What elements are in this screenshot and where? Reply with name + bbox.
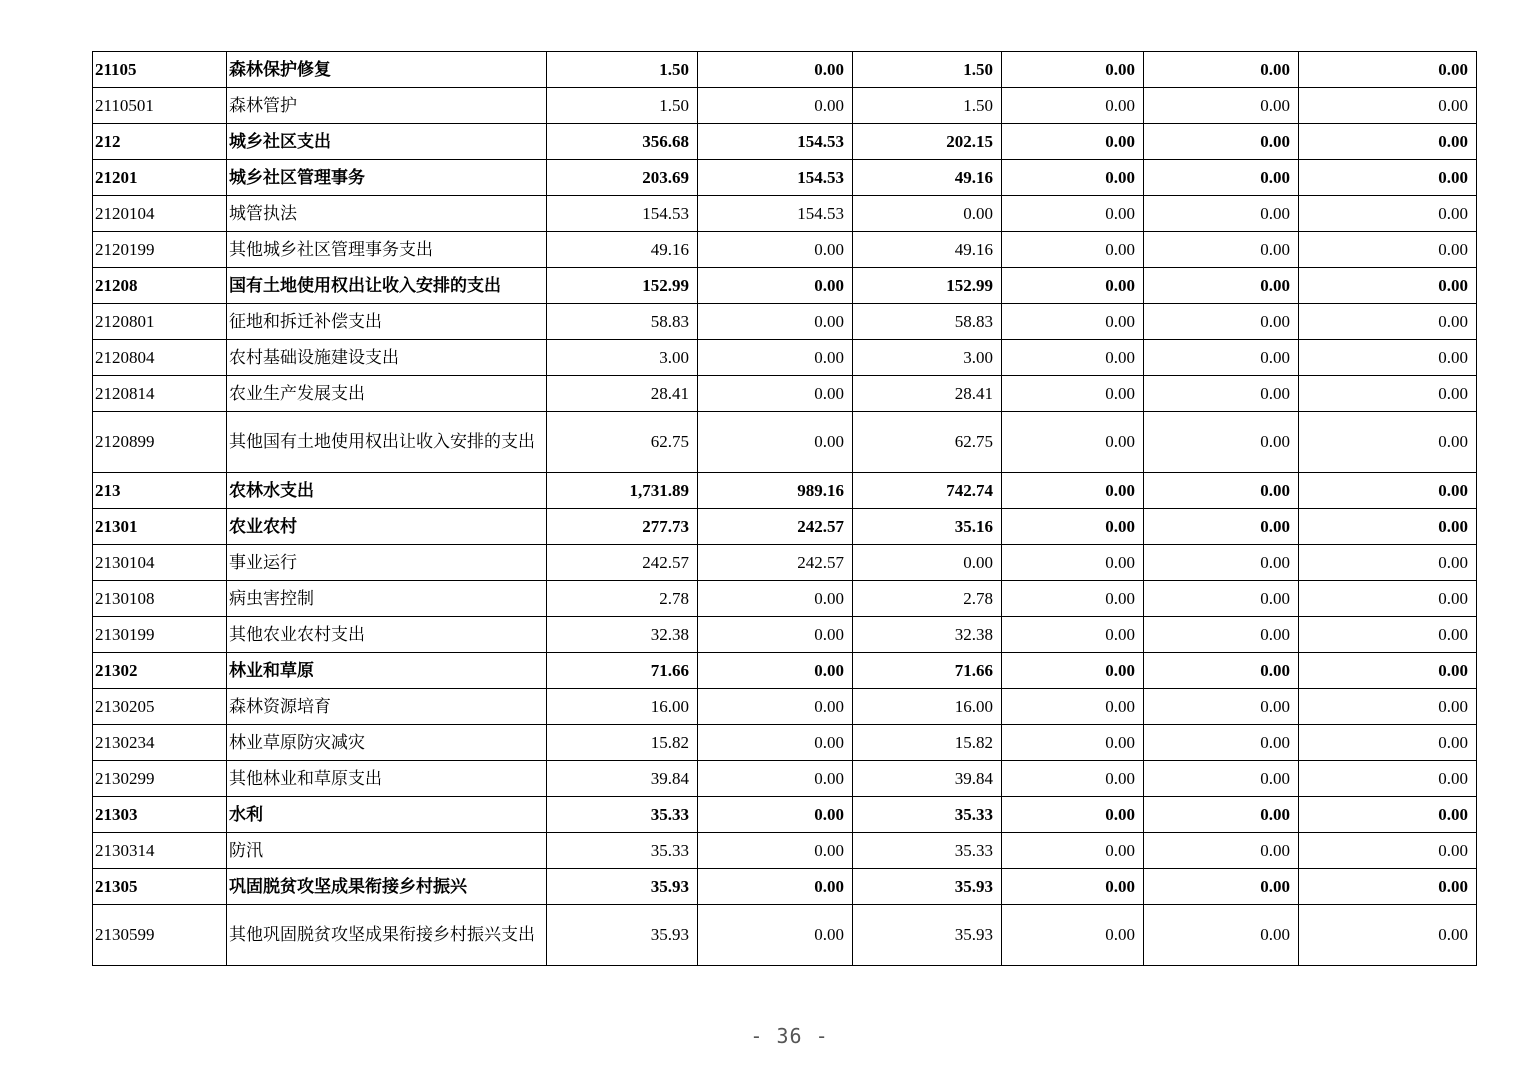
cell-name: 林业和草原 <box>227 653 547 689</box>
cell-col5: 0.00 <box>1144 412 1299 473</box>
cell-basic: 242.57 <box>698 509 853 545</box>
cell-basic: 0.00 <box>698 797 853 833</box>
cell-col4: 0.00 <box>1002 268 1144 304</box>
cell-total: 154.53 <box>547 196 698 232</box>
cell-code: 212 <box>93 124 227 160</box>
cell-basic: 0.00 <box>698 52 853 88</box>
cell-code: 2130199 <box>93 617 227 653</box>
cell-col5: 0.00 <box>1144 689 1299 725</box>
cell-code: 21201 <box>93 160 227 196</box>
cell-total: 3.00 <box>547 340 698 376</box>
cell-name: 其他巩固脱贫攻坚成果衔接乡村振兴支出 <box>227 905 547 966</box>
cell-basic: 0.00 <box>698 340 853 376</box>
cell-project: 1.50 <box>853 52 1002 88</box>
cell-col6: 0.00 <box>1299 473 1477 509</box>
table-row <box>93 52 1477 88</box>
cell-code: 213 <box>93 473 227 509</box>
cell-project: 152.99 <box>853 268 1002 304</box>
cell-col6: 0.00 <box>1299 268 1477 304</box>
cell-basic: 0.00 <box>698 869 853 905</box>
cell-code: 2120199 <box>93 232 227 268</box>
table-row <box>93 869 1477 905</box>
page-number: - 36 - <box>750 1024 829 1048</box>
cell-col6: 0.00 <box>1299 725 1477 761</box>
cell-basic: 0.00 <box>698 653 853 689</box>
cell-col5: 0.00 <box>1144 833 1299 869</box>
cell-project: 58.83 <box>853 304 1002 340</box>
cell-project: 62.75 <box>853 412 1002 473</box>
cell-col4: 0.00 <box>1002 833 1144 869</box>
cell-project: 202.15 <box>853 124 1002 160</box>
cell-col6: 0.00 <box>1299 509 1477 545</box>
cell-name: 农业农村 <box>227 509 547 545</box>
cell-basic: 0.00 <box>698 304 853 340</box>
cell-col6: 0.00 <box>1299 581 1477 617</box>
cell-col4: 0.00 <box>1002 869 1144 905</box>
cell-col6: 0.00 <box>1299 160 1477 196</box>
table-row <box>93 653 1477 689</box>
cell-code: 21105 <box>93 52 227 88</box>
cell-basic: 0.00 <box>698 376 853 412</box>
cell-basic: 154.53 <box>698 196 853 232</box>
cell-col4: 0.00 <box>1002 473 1144 509</box>
cell-col5: 0.00 <box>1144 869 1299 905</box>
cell-basic: 0.00 <box>698 725 853 761</box>
cell-total: 39.84 <box>547 761 698 797</box>
cell-total: 28.41 <box>547 376 698 412</box>
cell-name: 林业草原防灾减灾 <box>227 725 547 761</box>
cell-basic: 242.57 <box>698 545 853 581</box>
cell-name: 防汛 <box>227 833 547 869</box>
cell-basic: 0.00 <box>698 761 853 797</box>
cell-project: 28.41 <box>853 376 1002 412</box>
table-row <box>93 833 1477 869</box>
table-row <box>93 124 1477 160</box>
cell-col4: 0.00 <box>1002 304 1144 340</box>
table-row <box>93 412 1477 473</box>
cell-basic: 0.00 <box>698 833 853 869</box>
cell-basic: 989.16 <box>698 473 853 509</box>
cell-col4: 0.00 <box>1002 545 1144 581</box>
cell-name: 城乡社区支出 <box>227 124 547 160</box>
cell-col5: 0.00 <box>1144 473 1299 509</box>
cell-total: 152.99 <box>547 268 698 304</box>
cell-col4: 0.00 <box>1002 581 1144 617</box>
cell-name: 水利 <box>227 797 547 833</box>
cell-code: 21302 <box>93 653 227 689</box>
table-row <box>93 473 1477 509</box>
cell-total: 1.50 <box>547 88 698 124</box>
cell-code: 2130314 <box>93 833 227 869</box>
table-row <box>93 905 1477 966</box>
cell-col4: 0.00 <box>1002 689 1144 725</box>
cell-total: 15.82 <box>547 725 698 761</box>
cell-name: 农业生产发展支出 <box>227 376 547 412</box>
cell-name: 农村基础设施建设支出 <box>227 340 547 376</box>
cell-col4: 0.00 <box>1002 376 1144 412</box>
cell-code: 2130104 <box>93 545 227 581</box>
cell-col5: 0.00 <box>1144 232 1299 268</box>
cell-code: 21303 <box>93 797 227 833</box>
cell-col6: 0.00 <box>1299 232 1477 268</box>
cell-name: 征地和拆迁补偿支出 <box>227 304 547 340</box>
budget-table <box>92 51 1477 966</box>
cell-project: 49.16 <box>853 232 1002 268</box>
cell-code: 2130599 <box>93 905 227 966</box>
cell-col5: 0.00 <box>1144 304 1299 340</box>
cell-project: 2.78 <box>853 581 1002 617</box>
cell-code: 2130205 <box>93 689 227 725</box>
cell-name: 城管执法 <box>227 196 547 232</box>
cell-code: 2120899 <box>93 412 227 473</box>
cell-col5: 0.00 <box>1144 376 1299 412</box>
cell-col5: 0.00 <box>1144 725 1299 761</box>
cell-code: 2120801 <box>93 304 227 340</box>
cell-code: 2130299 <box>93 761 227 797</box>
cell-name: 其他林业和草原支出 <box>227 761 547 797</box>
cell-col5: 0.00 <box>1144 509 1299 545</box>
cell-name: 巩固脱贫攻坚成果衔接乡村振兴 <box>227 869 547 905</box>
cell-col5: 0.00 <box>1144 340 1299 376</box>
cell-total: 35.33 <box>547 833 698 869</box>
cell-col5: 0.00 <box>1144 581 1299 617</box>
cell-col5: 0.00 <box>1144 124 1299 160</box>
cell-col6: 0.00 <box>1299 689 1477 725</box>
cell-col4: 0.00 <box>1002 124 1144 160</box>
cell-name: 病虫害控制 <box>227 581 547 617</box>
cell-code: 21305 <box>93 869 227 905</box>
cell-col5: 0.00 <box>1144 545 1299 581</box>
table-row <box>93 88 1477 124</box>
cell-total: 1.50 <box>547 52 698 88</box>
cell-project: 0.00 <box>853 545 1002 581</box>
cell-col6: 0.00 <box>1299 412 1477 473</box>
cell-total: 62.75 <box>547 412 698 473</box>
cell-basic: 0.00 <box>698 232 853 268</box>
cell-col5: 0.00 <box>1144 160 1299 196</box>
cell-col6: 0.00 <box>1299 304 1477 340</box>
cell-col4: 0.00 <box>1002 761 1144 797</box>
cell-basic: 154.53 <box>698 160 853 196</box>
cell-col5: 0.00 <box>1144 196 1299 232</box>
cell-project: 71.66 <box>853 653 1002 689</box>
table-row <box>93 232 1477 268</box>
cell-code: 2120104 <box>93 196 227 232</box>
cell-name: 其他城乡社区管理事务支出 <box>227 232 547 268</box>
cell-col6: 0.00 <box>1299 869 1477 905</box>
cell-col5: 0.00 <box>1144 797 1299 833</box>
cell-code: 2130234 <box>93 725 227 761</box>
cell-name: 森林管护 <box>227 88 547 124</box>
table-row <box>93 160 1477 196</box>
cell-code: 2120814 <box>93 376 227 412</box>
cell-code: 2130108 <box>93 581 227 617</box>
cell-total: 277.73 <box>547 509 698 545</box>
cell-col5: 0.00 <box>1144 905 1299 966</box>
table-row <box>93 509 1477 545</box>
table-row <box>93 761 1477 797</box>
cell-col4: 0.00 <box>1002 196 1144 232</box>
cell-col4: 0.00 <box>1002 412 1144 473</box>
cell-col4: 0.00 <box>1002 52 1144 88</box>
cell-col6: 0.00 <box>1299 905 1477 966</box>
table-row <box>93 376 1477 412</box>
cell-name: 其他国有土地使用权出让收入安排的支出 <box>227 412 547 473</box>
cell-basic: 0.00 <box>698 689 853 725</box>
table-row <box>93 689 1477 725</box>
cell-col4: 0.00 <box>1002 160 1144 196</box>
cell-col4: 0.00 <box>1002 617 1144 653</box>
cell-total: 2.78 <box>547 581 698 617</box>
table-row <box>93 304 1477 340</box>
cell-name: 城乡社区管理事务 <box>227 160 547 196</box>
table-row <box>93 268 1477 304</box>
cell-col6: 0.00 <box>1299 797 1477 833</box>
cell-total: 242.57 <box>547 545 698 581</box>
cell-col4: 0.00 <box>1002 232 1144 268</box>
cell-total: 35.33 <box>547 797 698 833</box>
cell-col4: 0.00 <box>1002 509 1144 545</box>
cell-project: 39.84 <box>853 761 1002 797</box>
cell-col6: 0.00 <box>1299 88 1477 124</box>
cell-project: 35.93 <box>853 869 1002 905</box>
cell-total: 71.66 <box>547 653 698 689</box>
cell-col6: 0.00 <box>1299 617 1477 653</box>
table-row <box>93 196 1477 232</box>
cell-basic: 0.00 <box>698 581 853 617</box>
cell-code: 21208 <box>93 268 227 304</box>
cell-total: 356.68 <box>547 124 698 160</box>
cell-code: 21301 <box>93 509 227 545</box>
cell-basic: 0.00 <box>698 905 853 966</box>
cell-project: 0.00 <box>853 196 1002 232</box>
cell-project: 3.00 <box>853 340 1002 376</box>
cell-total: 32.38 <box>547 617 698 653</box>
cell-name: 农林水支出 <box>227 473 547 509</box>
cell-col6: 0.00 <box>1299 124 1477 160</box>
cell-col6: 0.00 <box>1299 833 1477 869</box>
cell-col6: 0.00 <box>1299 196 1477 232</box>
cell-name: 森林保护修复 <box>227 52 547 88</box>
table-body <box>93 52 1477 966</box>
cell-total: 1,731.89 <box>547 473 698 509</box>
cell-total: 49.16 <box>547 232 698 268</box>
cell-col6: 0.00 <box>1299 545 1477 581</box>
table-row <box>93 545 1477 581</box>
cell-col5: 0.00 <box>1144 268 1299 304</box>
cell-col5: 0.00 <box>1144 617 1299 653</box>
cell-col4: 0.00 <box>1002 340 1144 376</box>
cell-col6: 0.00 <box>1299 761 1477 797</box>
cell-name: 国有土地使用权出让收入安排的支出 <box>227 268 547 304</box>
cell-project: 35.33 <box>853 797 1002 833</box>
cell-project: 35.33 <box>853 833 1002 869</box>
cell-name: 事业运行 <box>227 545 547 581</box>
table-row <box>93 581 1477 617</box>
cell-project: 16.00 <box>853 689 1002 725</box>
cell-col5: 0.00 <box>1144 52 1299 88</box>
cell-basic: 0.00 <box>698 88 853 124</box>
cell-project: 1.50 <box>853 88 1002 124</box>
cell-name: 其他农业农村支出 <box>227 617 547 653</box>
cell-basic: 0.00 <box>698 268 853 304</box>
cell-col4: 0.00 <box>1002 725 1144 761</box>
cell-total: 203.69 <box>547 160 698 196</box>
cell-total: 58.83 <box>547 304 698 340</box>
table-row <box>93 340 1477 376</box>
cell-code: 2120804 <box>93 340 227 376</box>
table-row <box>93 725 1477 761</box>
cell-project: 742.74 <box>853 473 1002 509</box>
table-row <box>93 797 1477 833</box>
cell-col6: 0.00 <box>1299 52 1477 88</box>
cell-col5: 0.00 <box>1144 761 1299 797</box>
cell-name: 森林资源培育 <box>227 689 547 725</box>
cell-project: 35.93 <box>853 905 1002 966</box>
cell-col6: 0.00 <box>1299 340 1477 376</box>
cell-basic: 0.00 <box>698 617 853 653</box>
cell-total: 35.93 <box>547 869 698 905</box>
cell-project: 35.16 <box>853 509 1002 545</box>
cell-col5: 0.00 <box>1144 653 1299 689</box>
cell-total: 16.00 <box>547 689 698 725</box>
cell-basic: 154.53 <box>698 124 853 160</box>
cell-col5: 0.00 <box>1144 88 1299 124</box>
cell-col4: 0.00 <box>1002 797 1144 833</box>
cell-col4: 0.00 <box>1002 88 1144 124</box>
cell-col4: 0.00 <box>1002 653 1144 689</box>
cell-total: 35.93 <box>547 905 698 966</box>
cell-code: 2110501 <box>93 88 227 124</box>
cell-project: 32.38 <box>853 617 1002 653</box>
table-row <box>93 617 1477 653</box>
cell-project: 49.16 <box>853 160 1002 196</box>
cell-basic: 0.00 <box>698 412 853 473</box>
cell-col6: 0.00 <box>1299 376 1477 412</box>
cell-col4: 0.00 <box>1002 905 1144 966</box>
cell-col6: 0.00 <box>1299 653 1477 689</box>
cell-project: 15.82 <box>853 725 1002 761</box>
